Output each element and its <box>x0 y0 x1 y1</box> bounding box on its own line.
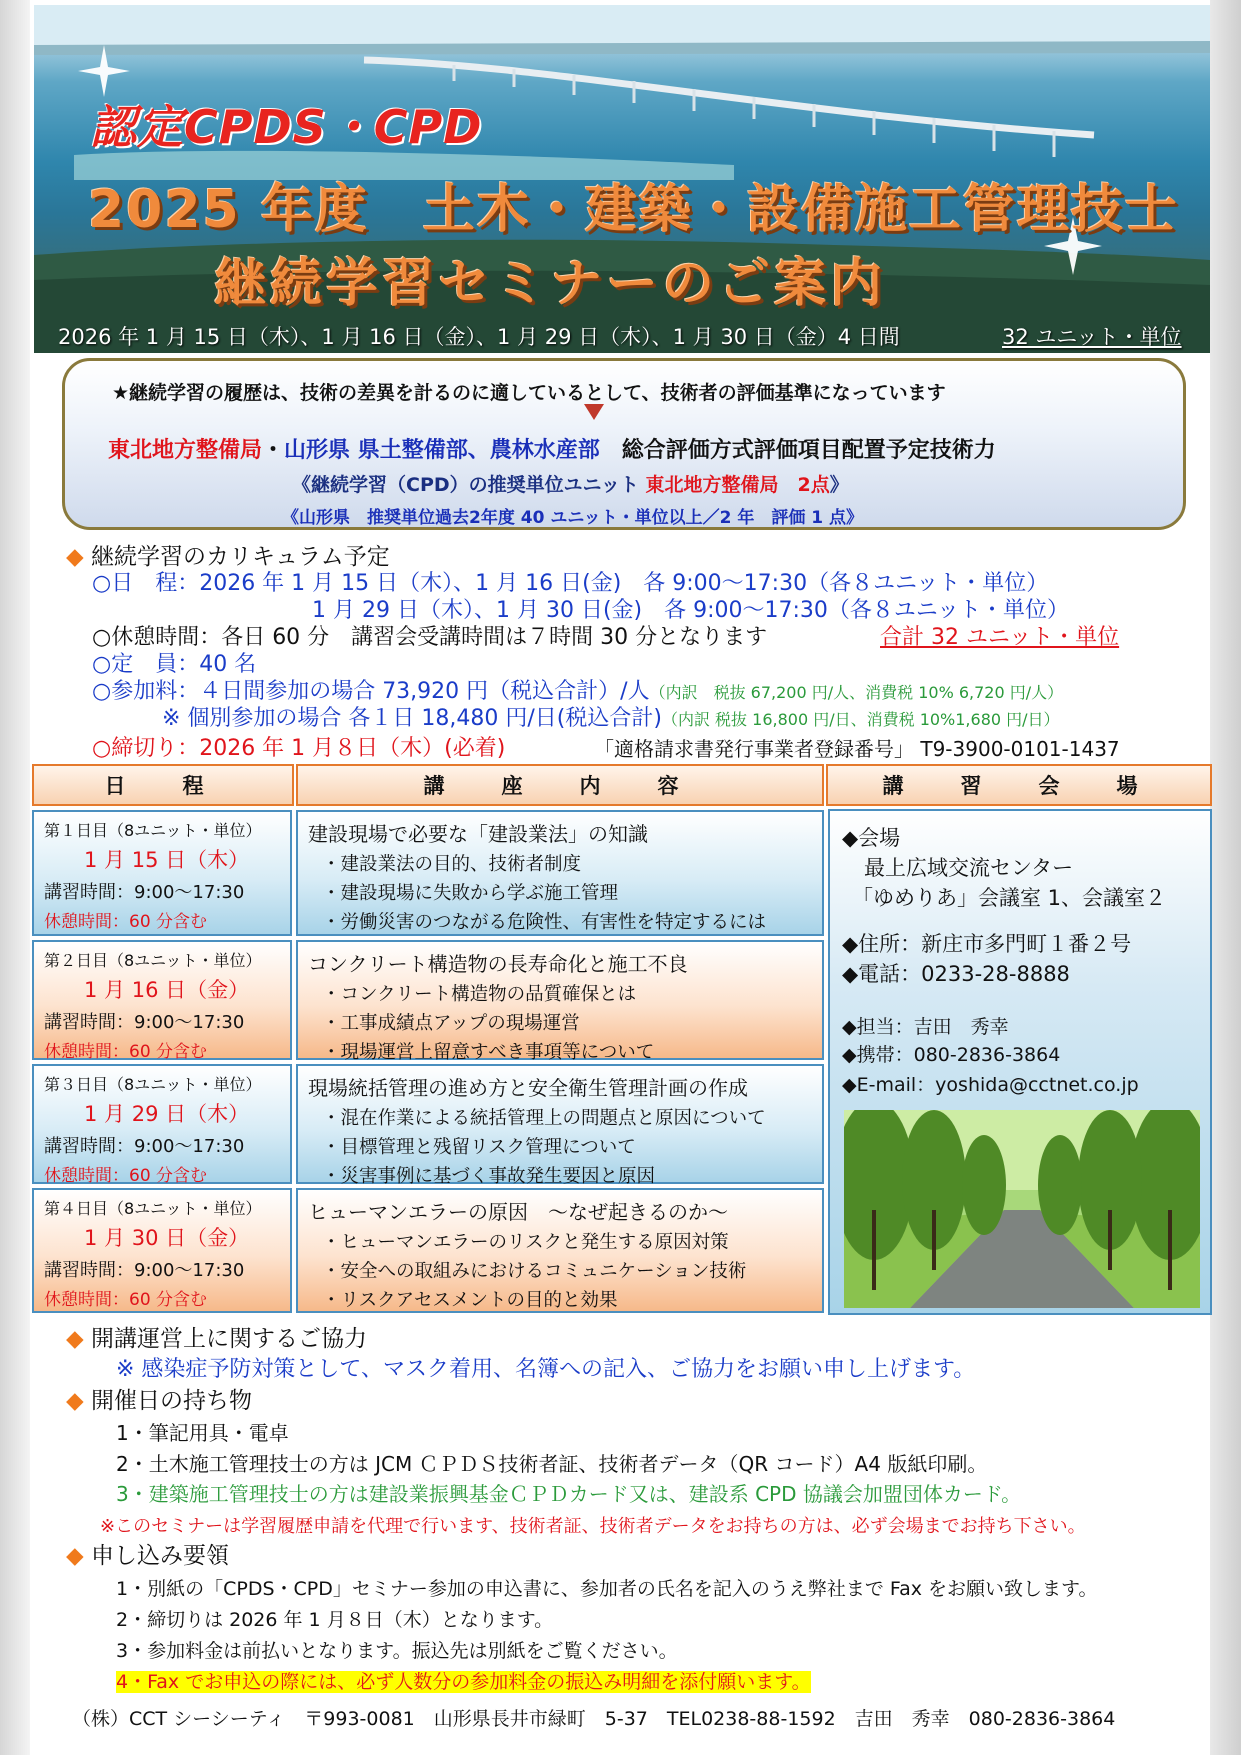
contact-mobile: ◆携帯：080-2836-3864 <box>842 1044 1061 1066</box>
info-line-3 <box>292 470 849 497</box>
info-evaluation: 総合評価方式評価項目配置予定技術力 <box>599 438 996 463</box>
down-arrow-icon <box>584 404 604 420</box>
info-cpd-points: 東北地方整備局 2点 <box>645 474 830 496</box>
footer-contact: （株）CCT シーシーティ 〒993-0081 山形県長井市緑町 5-37 TEL0238-88-1592 吉田 秀幸 080-2836-3864 <box>72 1708 1116 1730</box>
contact-person: ◆担当：吉田 秀幸 <box>842 1016 1009 1038</box>
venue-rooms: 「ゆめりあ」会議室 1、会議室２ <box>852 886 1167 910</box>
belongings-heading-text: 開催日の持ち物 <box>91 1388 253 1414</box>
day-rest: 休憩時間：60 分含む <box>44 1290 208 1310</box>
fee-single-breakdown: （内訳 税抜 16,800 円/日、消費税 10%1,680 円/日） <box>661 710 1060 729</box>
day-rest: 休憩時間：60 分含む <box>44 912 208 932</box>
day-date: 1 月 29 日（木） <box>84 1102 250 1126</box>
invoice-number: 「適格請求書発行事業者登録番号」 T9-3900-0101-1437 <box>594 737 1120 761</box>
info-line-1: ★継続学習の履歴は、技術の差異を計るのに適しているとして、技術者の評価基準になっています <box>112 382 946 404</box>
course-item: ・建設現場に失敗から学ぶ施工管理 <box>322 883 619 904</box>
info-cpd-close: 》 <box>829 474 849 496</box>
day-time: 講習時間：9:00～17:30 <box>44 882 245 903</box>
info-line-2 <box>108 433 996 464</box>
course-title: 現場統括管理の進め方と安全衛生管理計画の作成 <box>308 1076 748 1100</box>
deadline: ○締切り：2026 年 1 月８日（木）(必着) <box>92 736 506 761</box>
day-2-cell <box>32 940 292 1060</box>
venue-phone: ◆電話：0233-28-8888 <box>842 962 1070 986</box>
belongings-heading <box>66 1382 252 1415</box>
banner <box>34 5 1210 353</box>
course-title: コンクリート構造物の長寿命化と施工不良 <box>308 952 688 976</box>
day-date: 1 月 30 日（金） <box>84 1226 250 1250</box>
table-header-venue: 講 習 会 場 <box>826 764 1212 806</box>
course-item: ・工事成績点アップの現場運営 <box>322 1013 580 1034</box>
info-tohoku: 東北地方整備局 <box>108 438 263 463</box>
schedule-line-1: ○日 程：2026 年 1 月 15 日（木）、1 月 16 日(金) 各 9:00～17:30（各８ユニット・単位） <box>92 571 1049 596</box>
day-time: 講習時間：9:00～17:30 <box>44 1260 245 1281</box>
belonging-item: 1・筆記用具・電卓 <box>116 1421 289 1445</box>
day-3-cell <box>32 1064 292 1184</box>
venue-label: ◆会場 <box>842 826 901 850</box>
course-title: ヒューマンエラーの原因 ～なぜ起きるのか～ <box>308 1200 728 1224</box>
page-title: 2025 年度 土木・建築・設備施工管理技士 <box>88 180 1179 240</box>
application-heading <box>66 1537 229 1570</box>
info-cpd-label: 《継続学習（CPD）の推奨単位ユニット <box>292 474 639 496</box>
course-3-cell <box>296 1064 824 1187</box>
info-separator: ・ <box>262 438 285 463</box>
application-item: 3・参加料金は前払いとなります。振込先は別紙をご覧ください。 <box>116 1640 678 1662</box>
page-right-edge <box>1210 0 1241 1755</box>
application-item-highlight <box>116 1667 811 1694</box>
info-line-4: 《山形県 推奨単位過去2年度 40 ユニット・単位以上／2 年 評価 1 点》 <box>282 508 864 528</box>
diamond-icon: ◆ <box>66 1388 84 1414</box>
course-item: ・コンクリート構造物の品質確保とは <box>322 984 637 1005</box>
total-units: 合計 32 ユニット・単位 <box>880 625 1120 650</box>
day-rest: 休憩時間：60 分含む <box>44 1042 208 1062</box>
cooperation-heading <box>66 1320 367 1353</box>
diamond-icon: ◆ <box>66 544 84 570</box>
application-item-4: 4・Fax でお申込の際には、必ず人数分の参加料金の振込み明細を添付願います。 <box>116 1671 811 1693</box>
schedule-line-2: 1 月 29 日（木）、1 月 30 日(金) 各 9:00～17:30（各８ユニット・単位） <box>312 598 1070 623</box>
diamond-icon: ◆ <box>66 1543 84 1569</box>
table-header-schedule: 日 程 <box>32 764 294 806</box>
day-label: 第２日目（8ユニット・単位） <box>44 951 262 970</box>
fee-line-2 <box>162 701 1060 732</box>
course-item: ・目標管理と残留リスク管理について <box>322 1137 636 1158</box>
day-rest: 休憩時間：60 分含む <box>44 1166 208 1186</box>
curriculum-heading-text: 継続学習のカリキュラム予定 <box>91 544 390 570</box>
tree-road-photo <box>844 1110 1200 1308</box>
fee-4day: ○参加料：４日間参加の場合 73,920 円（税込合計）/人 <box>92 679 650 704</box>
day-label: 第１日目（8ユニット・単位） <box>44 821 262 840</box>
table-header-course: 講 座 内 容 <box>296 764 824 806</box>
course-item: ・労働災害のつながる危険性、有害性を特定するには <box>322 912 767 933</box>
venue-address: ◆住所：新庄市多門町１番２号 <box>842 932 1132 956</box>
day-4-cell <box>32 1188 292 1313</box>
course-1-cell <box>296 810 824 936</box>
fee-4day-breakdown: （内訳 税抜 67,200 円/人、消費税 10% 6,720 円/人） <box>649 683 1064 702</box>
cooperation-text: ※ 感染症予防対策として、マスク着用、名簿への記入、ご協力をお願い申し上げます。 <box>116 1357 976 1382</box>
course-title: 建設現場で必要な「建設業法」の知識 <box>308 822 648 846</box>
break-time: ○休憩時間：各日 60 分 講習会受講時間は７時間 30 分となります <box>92 625 768 650</box>
venue-name: 最上広域交流センター <box>864 856 1074 880</box>
banner-units: 32 ユニット・単位 <box>1002 325 1182 349</box>
course-item: ・現場運営上留意すべき事項等について <box>322 1042 655 1063</box>
course-item: ・建設業法の目的、技術者制度 <box>322 854 582 875</box>
fee-single: ※ 個別参加の場合 各１日 18,480 円/日(税込合計) <box>162 706 662 731</box>
page-left-edge <box>0 0 30 1755</box>
day-label: 第３日目（8ユニット・単位） <box>44 1075 262 1094</box>
day-label: 第４日目（8ユニット・単位） <box>44 1199 262 1218</box>
day-date: 1 月 15 日（木） <box>84 848 250 872</box>
belongings-notice: ※このセミナーは学習履歴申請を代理で行います、技術者証、技術者データをお持ちの方は、必ず会場までお持ち下さい。 <box>100 1516 1086 1537</box>
course-item: ・混在作業による統括管理上の問題点と原因について <box>322 1108 766 1129</box>
day-time: 講習時間：9:00～17:30 <box>44 1136 245 1157</box>
course-2-cell <box>296 940 824 1063</box>
day-time: 講習時間：9:00～17:30 <box>44 1012 245 1033</box>
certification-title: 認定CPDS・CPD <box>90 100 483 154</box>
banner-dates: 2026 年 1 月 15 日（木）、1 月 16 日（金）、1 月 29 日（木）、1 月 30 日（金）4 日間 <box>58 325 900 349</box>
application-item: 1・別紙の「CPDS・CPD」セミナー参加の申込書に、参加者の氏名を記入のうえ弊社まで Fax をお願い致します。 <box>116 1578 1098 1600</box>
application-heading-text: 申し込み要領 <box>91 1543 230 1569</box>
application-item: 2・締切りは 2026 年 1 月８日（木）となります。 <box>116 1609 554 1631</box>
course-item: ・安全への取組みにおけるコミュニケーション技術 <box>322 1261 747 1282</box>
day-1-cell <box>32 810 292 936</box>
course-item: ・リスクアセスメントの目的と効果 <box>322 1290 618 1311</box>
page-subtitle: 継続学習セミナーのご案内 <box>214 254 887 314</box>
course-item: ・災害事例に基づく事故発生要因と原因 <box>322 1166 656 1187</box>
day-date: 1 月 16 日（金） <box>84 978 250 1002</box>
course-item: ・ヒューマンエラーのリスクと発生する原因対策 <box>322 1232 729 1253</box>
cooperation-heading-text: 開講運営上に関するご協力 <box>91 1326 368 1352</box>
capacity: ○定 員：40 名 <box>92 652 257 677</box>
diamond-icon: ◆ <box>66 1326 84 1352</box>
belonging-item: 2・土木施工管理技士の方は JCM ＣＰＤＳ技術者証、技術者データ（QR コード）A4 版紙印刷。 <box>116 1452 988 1476</box>
course-4-cell <box>296 1188 824 1313</box>
contact-email: ◆E-mail：yoshida@cctnet.co.jp <box>842 1074 1139 1096</box>
info-yamagata: 山形県 県土整備部、農林水産部 <box>284 438 600 463</box>
belonging-item: 3・建築施工管理技士の方は建設業振興基金ＣＰＤカード又は、建設系 CPD 協議会加盟団体カード。 <box>116 1482 1022 1506</box>
